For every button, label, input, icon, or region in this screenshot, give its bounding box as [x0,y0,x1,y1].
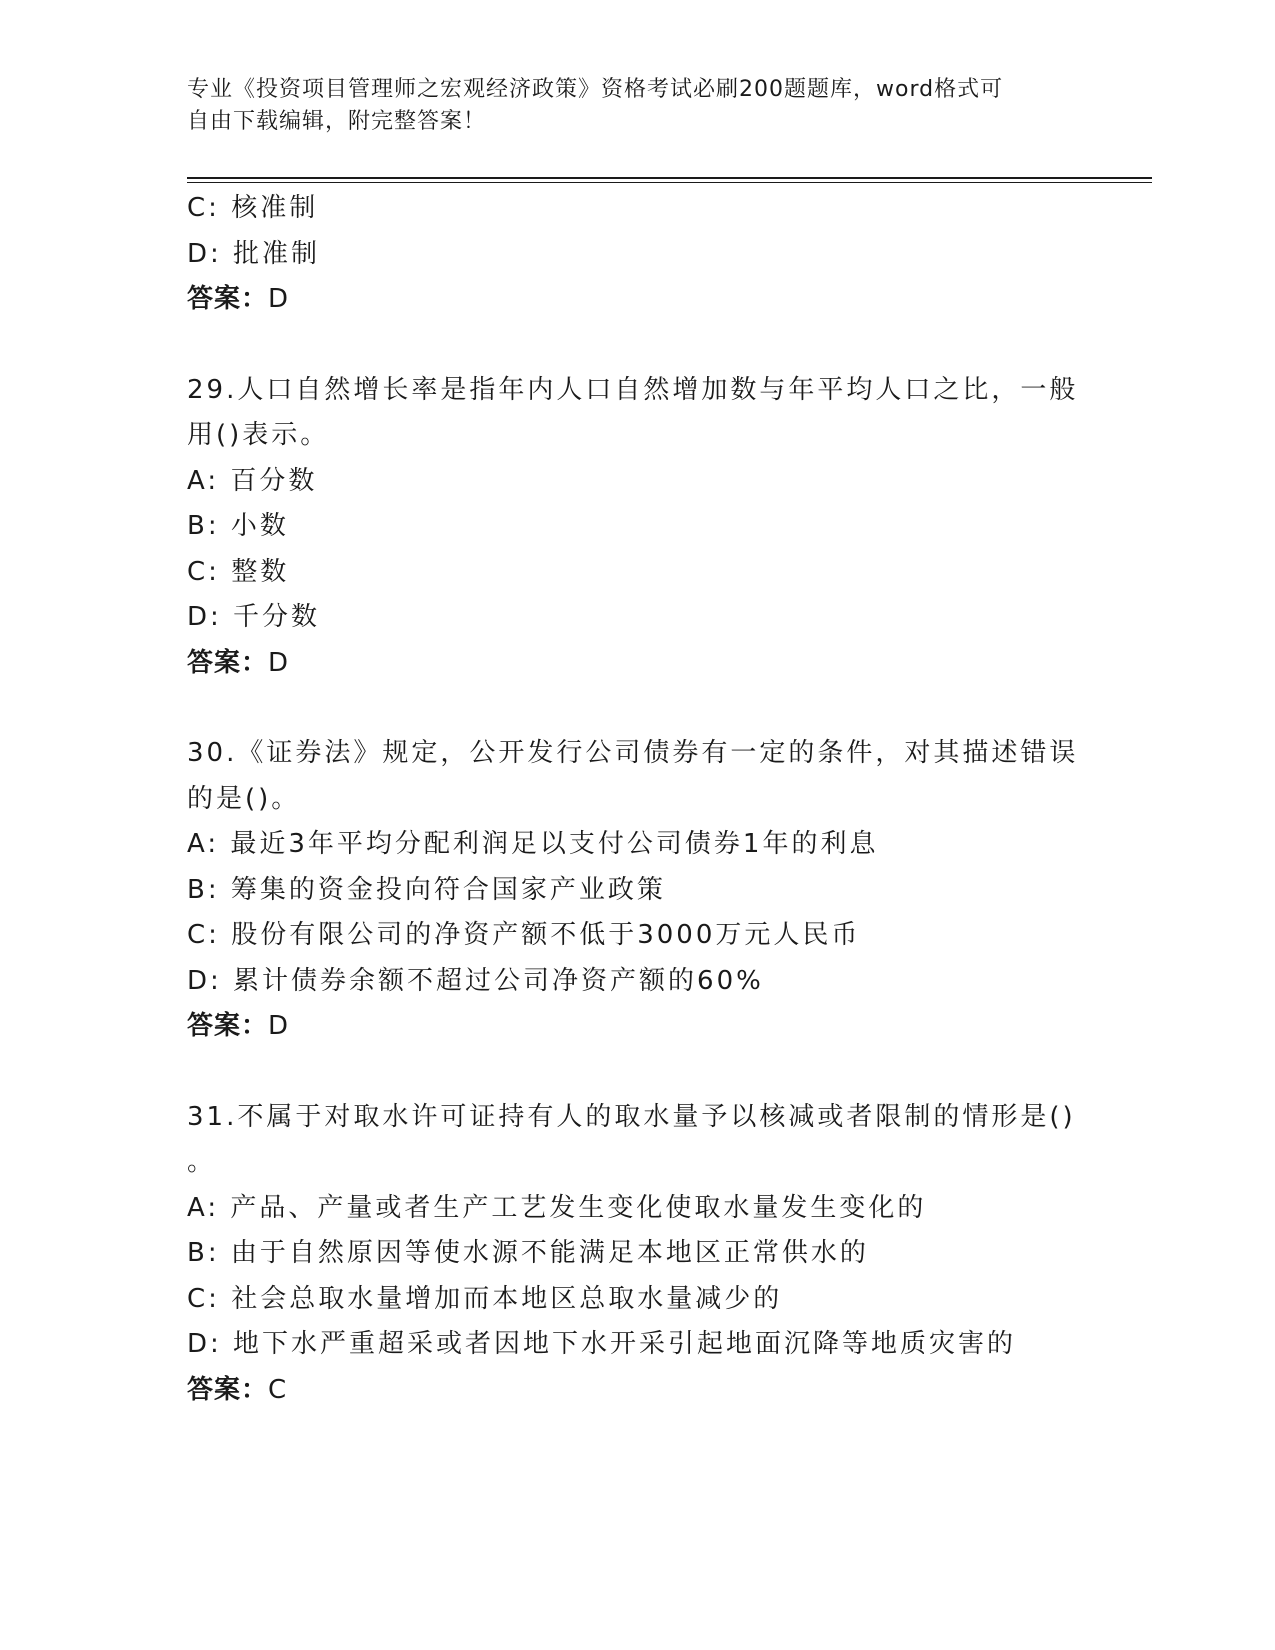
answer-line [187,641,1087,687]
option-label: D: [187,965,222,996]
header-rule-thick [187,177,1152,179]
option-line [187,959,1087,1005]
question-30 [187,731,1087,1050]
option-label: D: [187,238,222,269]
option-text: 批准制 [233,238,321,269]
option-text: 千分数 [233,602,321,632]
answer-line [187,277,1087,323]
spacer [187,323,1087,368]
option-line [187,1277,1087,1323]
answer-line [187,1368,1087,1414]
option-text: 由于自然原因等使水源不能满足本地区正常供水的 [230,1238,869,1268]
option-text: 整数 [231,556,290,587]
spacer [187,686,1087,731]
header-line-2: 自由下载编辑，附完整答案！ [187,109,487,134]
option-text: 地下水严重超采或者因地下水开采引起地面沉降等地质灾害的 [233,1329,1017,1359]
option-label: A: [187,465,220,496]
answer-line [187,1004,1087,1050]
option-label: D: [187,602,222,632]
question-stem-cont: 用()表示。 [187,420,330,450]
question-stem: 29.人口自然增长率是指年内人口自然增加数与年平均人口之比，一般 [187,374,1079,405]
question-29 [187,368,1087,687]
option-line [187,595,1087,641]
question-stem-cont: 。 [187,1147,217,1177]
answer-label: 答案： [187,1374,269,1405]
answer-label: 答案： [187,1011,269,1041]
option-text: 最近3年平均分配利润足以支付公司债券1年的利息 [230,829,879,859]
option-label: A: [187,829,220,859]
option-line [187,868,1087,914]
option-text: 核准制 [231,193,319,223]
header-rule-thin [187,182,1152,183]
answer-value: D [268,284,290,314]
option-label: C: [187,920,220,950]
answer-value: C [268,1374,288,1405]
option-text: 产品、产量或者生产工艺发生变化使取水量发生变化的 [230,1192,927,1223]
question-stem: 31.不属于对取水许可证持有人的取水量予以核减或者限制的情形是() [187,1101,1076,1132]
question-stem: 30.《证券法》规定，公开发行公司债券有一定的条件，对其描述错误 [187,738,1079,768]
option-text: 百分数 [230,465,318,496]
spacer [187,1050,1087,1095]
option-line [187,913,1087,959]
option-line [187,504,1087,550]
option-text: 累计债券余额不超过公司净资产额的60% [233,965,764,996]
option-line [187,822,1087,868]
question-stem-cont: 的是()。 [187,783,301,814]
option-label: C: [187,193,220,223]
option-line [187,232,1087,278]
option-line [187,550,1087,596]
option-text: 股份有限公司的净资产额不低于3000万元人民币 [231,920,861,950]
answer-value: D [268,647,290,678]
header-line-1: 专业《投资项目管理师之宏观经济政策》资格考试必刷200题题库，word格式可 [187,77,1004,102]
option-line [187,1231,1087,1277]
option-text: 筹集的资金投向符合国家产业政策 [230,874,666,905]
option-line [187,186,1087,232]
prev-question-tail [187,186,1087,323]
option-label: D: [187,1329,222,1359]
answer-value: D [268,1011,290,1041]
option-label: C: [187,556,220,587]
option-text: 小数 [230,511,289,541]
option-label: A: [187,1192,220,1223]
question-list [187,186,1087,1413]
answer-label: 答案： [187,647,269,678]
option-label: C: [187,1283,220,1314]
question-31 [187,1095,1087,1414]
option-line [187,1186,1087,1232]
option-line [187,1322,1087,1368]
page-header [187,74,1067,138]
option-label: B: [187,511,220,541]
option-text: 社会总取水量增加而本地区总取水量减少的 [231,1283,783,1314]
answer-label: 答案： [187,284,269,314]
option-label: B: [187,1238,220,1268]
option-label: B: [187,874,220,905]
option-line [187,459,1087,505]
